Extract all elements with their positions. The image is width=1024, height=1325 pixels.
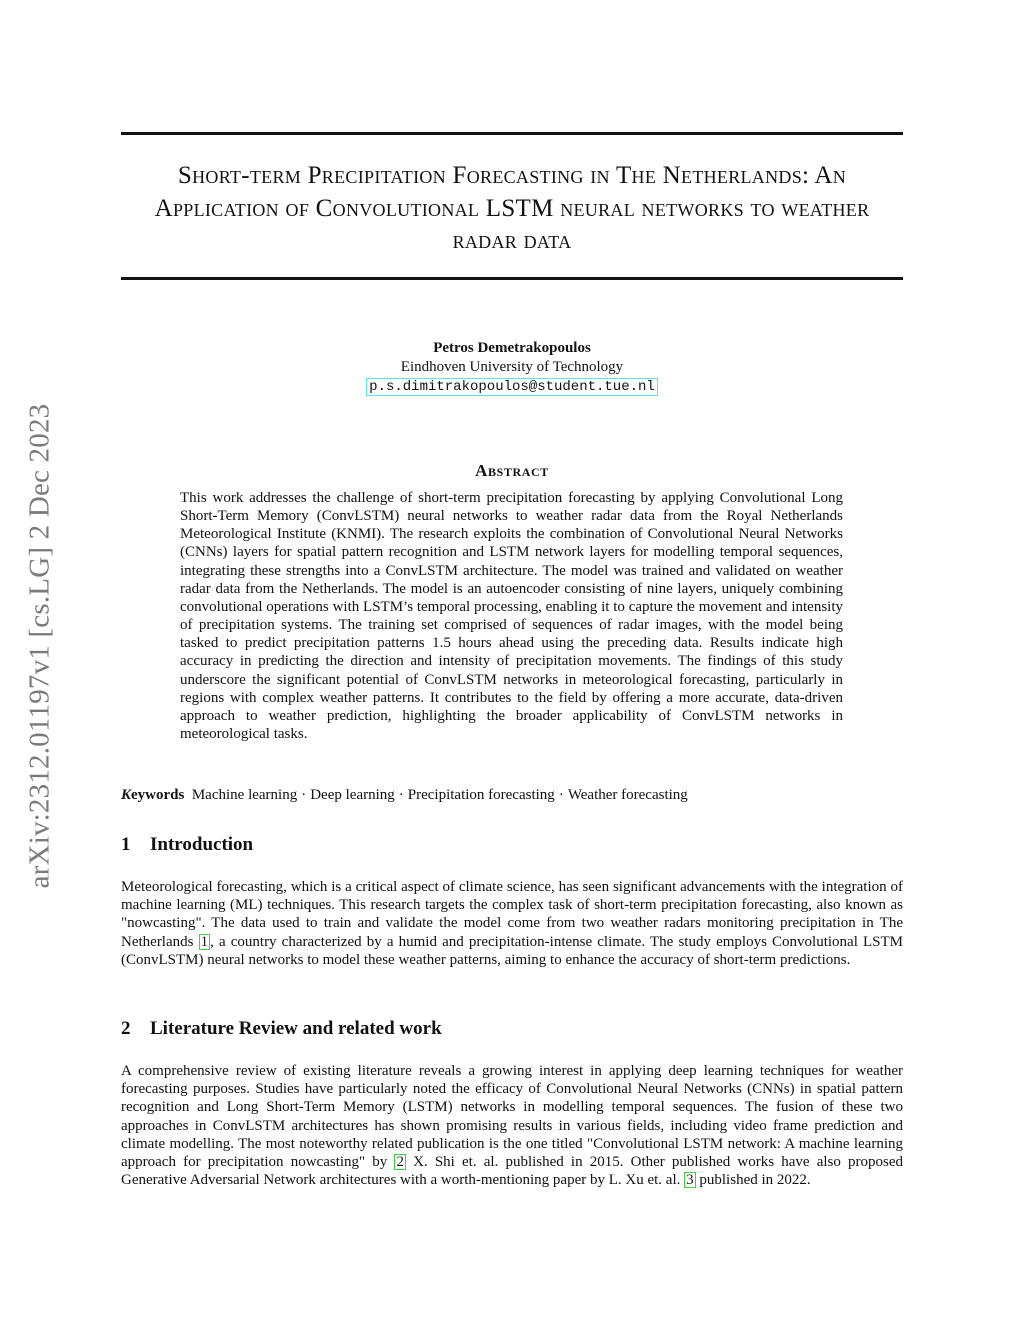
keywords-label (121, 787, 184, 803)
abstract-text: This work addresses the challenge of short-term precipitation forecasting by applying Convolutional Long Short-Term Memory (ConvLSTM) neural networks to weather radar data from the Royal Netherlands Meteorological Institute (KNMI). The research exploits the combination of Convolutional Neural Networks (CNNs) layers for spatial pattern recognition and LSTM network layers for modelling temporal sequences, integrating these strengths into a ConvLSTM architecture. The model was trained and validated on weather radar data from the Netherlands. The model is an autoencoder consisting of nine layers, uniquely combining convolutional operations with LSTM’s temporal processing, enabling it to capture the movement and intensity of precipitation systems. The training set comprised of sequences of radar images, with the model being tasked to predict precipitation patterns 1.5 hours ahead using the preceding data. Results indicate high accuracy in predicting the direction and intensity of precipitation movements. The findings of this study underscore the significant potential of ConvLSTM networks in meteorological forecasting, particularly in regions with complex weather patterns. It contributes to the field by offering a more accurate, data-driven approach to weather prediction, highlighting the broader applicability of ConvLSTM networks in meteorological tasks. (180, 490, 843, 743)
abstract-heading: Abstract (475, 461, 549, 480)
keyword-item: Deep learning (310, 787, 395, 803)
section-heading-introduction (121, 834, 903, 856)
section-number: 2 (121, 1018, 131, 1039)
keyword-separator: · (558, 787, 564, 803)
section-heading-literature-review (121, 1018, 903, 1040)
keyword-item: Machine learning (191, 787, 298, 803)
author-block (121, 339, 903, 396)
paragraph-text: published in 2022. (695, 1172, 811, 1189)
title-bottom-rule (121, 277, 903, 280)
literature-review-paragraph (121, 1062, 903, 1189)
arxiv-identifier-stamp: arXiv:2312.01197v1 [cs.LG] 2 Dec 2023 (23, 403, 56, 889)
title-top-rule (121, 132, 903, 135)
keyword-item: Precipitation forecasting (407, 787, 555, 803)
citation-link[interactable]: 2 (396, 1154, 404, 1171)
keyword-item: Weather forecasting (567, 787, 688, 803)
paragraph-text: , a country characterized by a humid and precipitation-intense climate. The study employs Convolutional LSTM (ConvLSTM) neural networks to model these weather patterns, aiming to enhance the accuracy of short-term predictions. (121, 933, 903, 968)
keywords-label-first: K (121, 787, 132, 803)
keywords-label-rest: eywords (131, 787, 185, 803)
section-title: Introduction (150, 834, 254, 855)
citation-link[interactable]: 3 (686, 1172, 694, 1189)
keyword-separator: · (301, 787, 307, 803)
author-email-link[interactable]: p.s.dimitrakopoulos@student.tue.nl (366, 378, 658, 396)
keywords-line (121, 786, 903, 805)
citation-link[interactable]: 1 (200, 933, 209, 950)
section-number: 1 (121, 834, 131, 855)
paragraph-text: X. Shi et. al. published in 2015. Other published works have also proposed Generative Adversarial Network architectures with a worth-mentioning paper by L. Xu et. al. (121, 1154, 903, 1189)
introduction-paragraph (121, 878, 903, 969)
section-title: Literature Review and related work (150, 1018, 442, 1039)
author-affiliation: Eindhoven University of Technology (400, 359, 624, 375)
keyword-separator: · (398, 787, 404, 803)
paper-title: Short-term Precipitation Forecasting in The Netherlands: An Application of Convolutional LSTM neural networks to weather radar data (154, 162, 870, 254)
paragraph-text: Meteorological forecasting, which is a critical aspect of climate science, has seen significant advancements with the integration of machine learning (ML) techniques. This research targets the complex task of short-term precipitation forecasting, also known as "nowcasting". The data used to train and validate the model come from two weather radars monitoring precipitation in The Netherlands (121, 879, 903, 950)
paragraph-text: A comprehensive review of existing literature reveals a growing interest in applying deep learning techniques for weather forecasting purposes. Studies have particularly noted the efficacy of Convolutional Neural Networks (CNNs) in spatial pattern recognition and Long Short-Term Memory (LSTM) networks in modelling temporal sequences. The fusion of these two approaches in ConvLSTM architectures has shown promising results in various fields, including video frame prediction and climate modelling. The most noteworthy related publication is the one titled "Convolutional LSTM network: A machine learning approach for precipitation nowcasting" by (121, 1063, 903, 1171)
author-name: Petros Demetrakopoulos (433, 340, 591, 356)
